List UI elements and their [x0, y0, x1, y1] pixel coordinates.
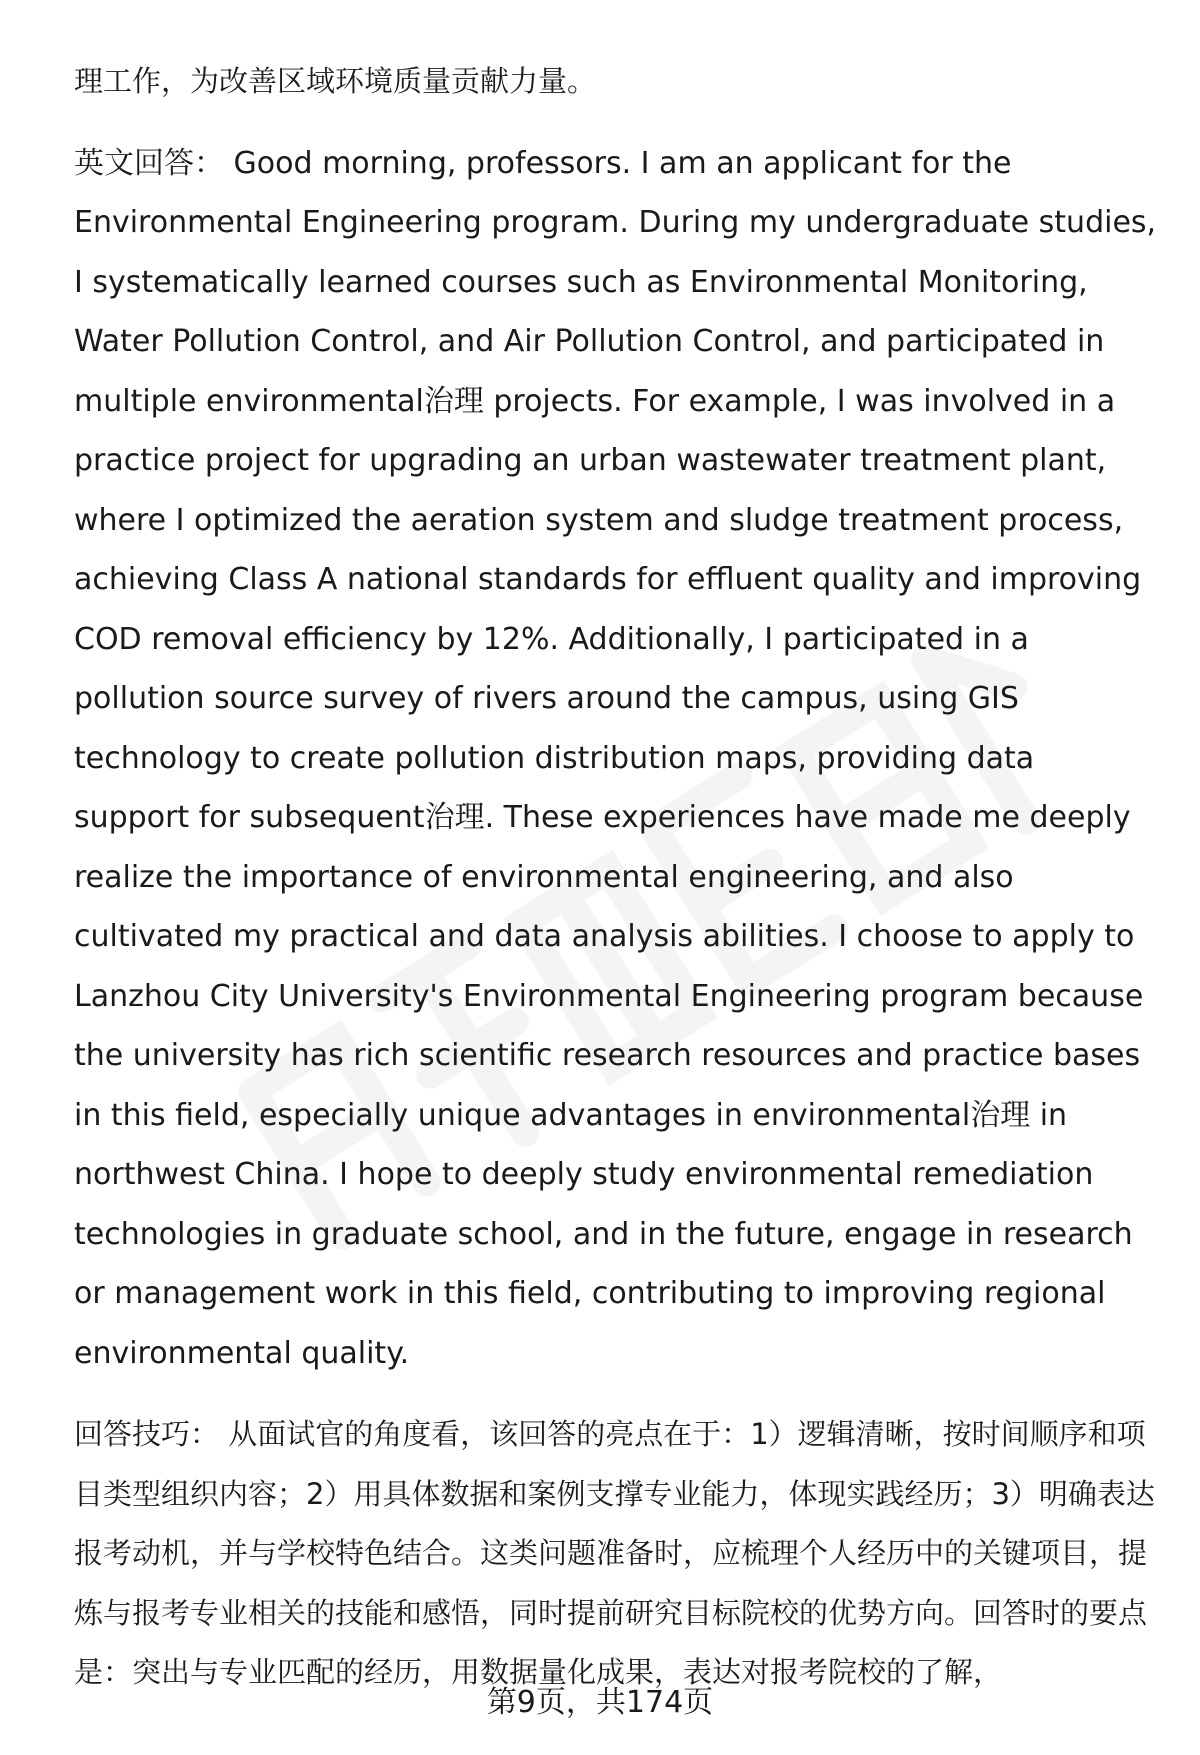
english-answer-paragraph	[74, 134, 1158, 1384]
english-answer-label: 英文回答：	[74, 145, 224, 181]
answer-tips-label: 回答技巧：	[74, 1417, 220, 1451]
continuation-paragraph	[74, 52, 1158, 112]
main-content	[74, 52, 1158, 1703]
continuation-text: 理工作，为改善区域环境质量贡献力量。	[74, 64, 597, 98]
english-answer-text: Good morning, professors. I am an applicant for the Environmental Engineering program. During my undergraduate studies, I systematically learned courses such as Environmental Monitoring, Water Pollution Control, and Air Pollution Control, and participated in multiple environmental治理 projects. For example, I was involved in a practice project for upgrading an urban wastewater treatment plant, where I optimized the aeration system and sludge treatment process, achieving Class A national standards for effluent quality and improving COD removal efficiency by 12%. Additionally, I participated in a pollution source survey of rivers around the campus, using GIS technology to create pollution distribution maps, providing data support for subsequent治理. These experiences have made me deeply realize the importance of environmental engineering, and also cultivated my practical and data analysis abilities. I choose to apply to Lanzhou City University's Environmental Engineering program because the university has rich scientific research resources and practice bases in this field, especially unique advantages in environmental治理 in northwest China. I hope to deeply study environmental remediation technologies in graduate school, and in the future, engage in research or management work in this field, contributing to improving regional environmental quality.	[74, 145, 1157, 1371]
answer-tips-paragraph	[74, 1405, 1158, 1703]
page-number: 第9页，共174页	[486, 1685, 714, 1720]
answer-tips-text: 从面试官的角度看，该回答的亮点在于：1）逻辑清晰，按时间顺序和项目类型组织内容；2）用具体数据和案例支撑专业能力，体现实践经历；3）明确表达报考动机，并与学校特色结合。这类问题准备时，应梳理个人经历中的关键项目，提炼与报考专业相关的技能和感悟，同时提前研究目标院校的优势方向。回答时的要点是：突出与专业匹配的经历，用数据量化成果，表达对报考院校的了解，	[74, 1417, 1155, 1689]
